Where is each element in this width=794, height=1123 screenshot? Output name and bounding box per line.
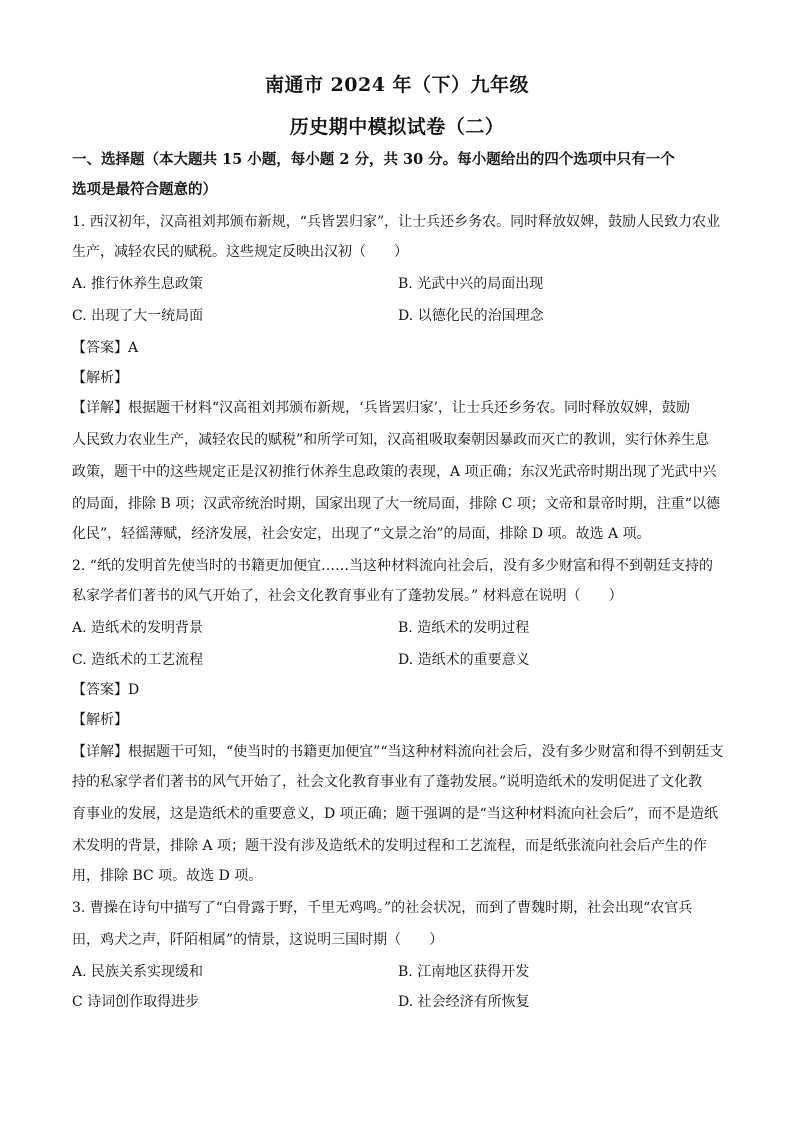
q1-option-c: C. 出现了大一统局面: [72, 308, 204, 324]
q1-detail-line2: 人民致力农业生产，减轻农民的赋税”和所学可知，汉高祖吸取秦朝因暴政而灭亡的教训，实行休养生息: [72, 432, 710, 448]
q1-option-d: D. 以德化民的治国理念: [398, 308, 544, 324]
q1-stem-line2: 生产，减轻农民的赋税。这些规定反映出汉初（ ）: [72, 244, 408, 260]
q2-detail-line4: 术发明的背景，排除 A 项；题干没有涉及造纸术的发明过程和工艺流程，而是纸张流向社会后产生的作: [72, 838, 708, 854]
q2-option-a: A. 造纸术的发明背景: [72, 620, 204, 636]
q3-option-c: C 诗词创作取得进步: [72, 994, 200, 1010]
q1-detail-line3: 政策，题干中的这些规定正是汉初推行休养生息政策的表现，A 项正确；东汉光武帝时期出现了光武中兴: [72, 464, 717, 480]
exam-title-line2: 历史期中模拟试卷（二）: [289, 116, 505, 138]
q1-detail-line5: 化民”，轻徭薄赋，经济发展，社会安定，出现了“文景之治”的局面，排除 D 项。故选 A 项。: [72, 526, 651, 542]
q2-detail-line5: 用，排除 BC 项。故选 D 项。: [72, 868, 263, 884]
q3-stem-line2: 田，鸡犬之声，阡陌相属”的情景，这说明三国时期（ ）: [72, 932, 444, 948]
q2-analysis-label: 【解析】: [72, 712, 128, 728]
exam-title-line1: 南通市 2024 年（下）九年级: [264, 74, 530, 96]
q2-option-c: C. 造纸术的工艺流程: [72, 652, 204, 668]
q3-option-b: B. 江南地区获得开发: [398, 964, 530, 980]
q2-stem-line1: 2. “纸的发明首先使当时的书籍更加便宜……当这种材料流向社会后，没有多少财富和得不到朝廷支持的: [72, 558, 713, 574]
q3-option-d: D. 社会经济有所恢复: [398, 994, 530, 1010]
q3-option-a: A. 民族关系实现缓和: [72, 964, 204, 980]
q1-detail-line1: 【详解】根据题干材料“汉高祖刘邦颁布新规，‘兵皆罢归家’，让士兵还乡务农。同时释放奴婢，鼓励: [72, 400, 691, 416]
q2-stem-line2: 私家学者们著书的风气开始了，社会文化教育事业有了蓬勃发展。” 材料意在说明（ ）: [72, 588, 623, 604]
q2-option-b: B. 造纸术的发明过程: [398, 620, 530, 636]
q2-answer: 【答案】D: [72, 682, 140, 698]
q2-detail-line1: 【详解】根据题干可知，“使当时的书籍更加便宜”“当这种材料流向社会后，没有多少财富和得不到朝廷支: [72, 744, 724, 760]
q1-analysis-label: 【解析】: [72, 370, 128, 386]
q1-option-b: B. 光武中兴的局面出现: [398, 276, 544, 292]
section-heading-line1: 一、选择题（本大题共 15 小题，每小题 2 分，共 30 分。每小题给出的四个选项中只有一个: [72, 151, 675, 168]
q2-detail-line2: 持的私家学者们著书的风气开始了，社会文化教育事业有了蓬勃发展。”说明造纸术的发明促进了文化教: [72, 774, 703, 790]
q1-answer: 【答案】A: [72, 340, 139, 356]
q2-detail-line3: 育事业的发展，这是造纸术的重要意义，D 项正确；题干强调的是“当这种材料流向社会后”，而不是造纸: [72, 806, 718, 822]
section-heading-line2: 选项是最符合题意的）: [72, 181, 217, 198]
q1-option-a: A. 推行休养生息政策: [72, 276, 204, 292]
q1-stem-line1: 1. 西汉初年，汉高祖刘邦颁布新规，“兵皆罢归家”，让士兵还乡务农。同时释放奴婢，鼓励人民致力农业: [72, 214, 721, 230]
q2-option-d: D. 造纸术的重要意义: [398, 652, 530, 668]
q1-detail-line4: 的局面，排除 B 项；汉武帝统治时期，国家出现了大一统局面，排除 C 项；文帝和景帝时期，注重“以德: [72, 496, 720, 512]
q3-stem-line1: 3. 曹操在诗句中描写了“白骨露于野，千里无鸡鸣。”的社会状况，而到了曹魏时期，社会出现“农官兵: [72, 900, 693, 916]
